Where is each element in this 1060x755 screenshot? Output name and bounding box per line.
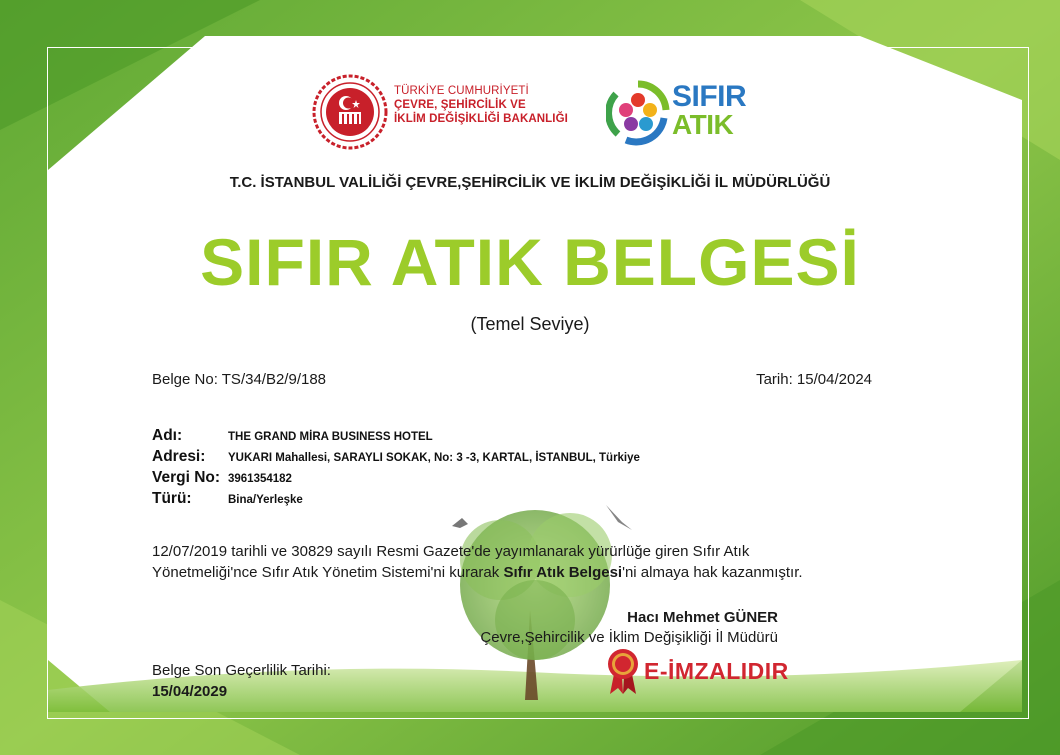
- document-number: Belge No: TS/34/B2/9/188: [152, 371, 327, 388]
- logo-word-sifir: SIFIR: [672, 80, 747, 113]
- statement-line-2-end: 'ni almaya hak kazanmıştır.: [622, 564, 803, 581]
- validity: [152, 660, 331, 702]
- certificate-statement: [152, 541, 872, 583]
- field-address-value: YUKARI Mahallesi, SARAYLI SOKAK, No: 3 -3, KARTAL, İSTANBUL, Türkiye: [228, 452, 640, 464]
- statement-line-1: 12/07/2019 tarihli ve 30829 sayılı Resmi Gazete'de yayımlanarak yürürlüğe giren Sıfır Atık: [152, 543, 750, 560]
- recycle-flower-icon: [606, 80, 670, 146]
- directorate-heading: T.C. İSTANBUL VALİLİĞİ ÇEVRE,ŞEHİRCİLİK VE İKLİM DEĞİŞİKLİĞİ İL MÜDÜRLÜĞÜ: [229, 174, 831, 191]
- e-signature-badge: [606, 648, 796, 694]
- ministry-line-3: İKLİM DEĞİŞİKLİĞİ BAKANLIĞI: [394, 113, 568, 125]
- rosette-icon: [606, 648, 640, 694]
- validity-date: 15/04/2029: [152, 683, 228, 700]
- statement-line-2-start: Yönetmeliği'nce Sıfır Atık Yönetim Sistemi'ni kurarak: [152, 564, 504, 581]
- field-type-label: Türü:: [152, 490, 192, 507]
- field-type-value: Bina/Yerleşke: [228, 494, 303, 506]
- signatory: [480, 608, 778, 648]
- signatory-title: Çevre,Şehircilik ve İklim Değişikliği İl Müdürü: [480, 629, 778, 646]
- certificate-level: (Temel Seviye): [470, 314, 590, 334]
- ministry-logo: [312, 74, 582, 154]
- ministry-name: [394, 84, 568, 126]
- field-address-label: Adresi:: [152, 448, 206, 465]
- ministry-line-1: TÜRKİYE CUMHURİYETİ: [394, 85, 529, 97]
- statement-line-2: [152, 562, 872, 583]
- signatory-name: Hacı Mehmet GÜNER: [627, 609, 778, 626]
- ministry-line-2: ÇEVRE, ŞEHİRCİLİK VE: [394, 99, 526, 111]
- field-name-label: Adı:: [152, 427, 183, 444]
- issue-date: Tarih: 15/04/2024: [756, 371, 872, 388]
- ministry-seal-icon: [312, 74, 388, 150]
- zero-waste-logo: [606, 78, 756, 148]
- statement-line-2-bold: Sıfır Atık Belgesi: [503, 564, 623, 581]
- validity-label: Belge Son Geçerlilik Tarihi:: [152, 662, 331, 679]
- certificate-title: SIFIR ATIK BELGESİ: [200, 225, 860, 299]
- field-tax-value: 3961354182: [228, 473, 292, 485]
- field-tax-label: Vergi No:: [152, 469, 221, 486]
- e-signature-label: E-İMZALIDIR: [644, 658, 789, 684]
- field-name-value: THE GRAND MİRA BUSINESS HOTEL: [228, 431, 433, 443]
- logo-word-atik: ATIK: [672, 109, 734, 140]
